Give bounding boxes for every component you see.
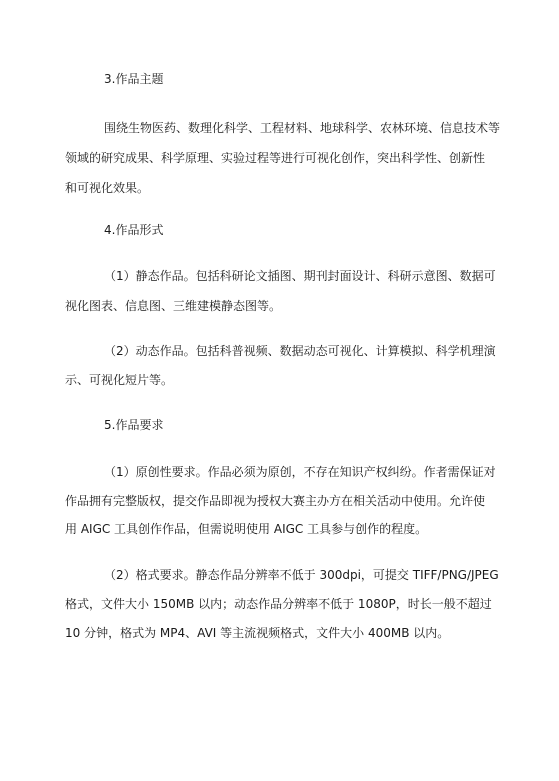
paragraph-line: 围绕生物医药、数理化科学、工程材料、地球科学、农林环境、信息技术等 [104,121,501,135]
paragraph-line: 作品拥有完整版权，提交作品即视为授权大赛主办方在相关活动中使用。允许使 [65,494,486,508]
paragraph-line: （2）格式要求。静态作品分辨率不低于 300dpi，可提交 TIFF/PNG/JPEG [104,568,499,582]
section-heading-5: 5.作品要求 [104,418,164,432]
paragraph-line: 10 分钟，格式为 MP4、AVI 等主流视频格式，文件大小 400MB 以内。 [65,626,450,640]
section-heading-4: 4.作品形式 [104,223,164,237]
paragraph-line: （1）静态作品。包括科研论文插图、期刊封面设计、科研示意图、数据可 [104,269,496,283]
paragraph-line: 视化图表、信息图、三维建模静态图等。 [65,299,282,313]
section-heading-3: 3.作品主题 [104,72,164,86]
paragraph-line: 领域的研究成果、科学原理、实验过程等进行可视化创作，突出科学性、创新性 [65,151,486,165]
paragraph-line: 格式，文件大小 150MB 以内；动态作品分辨率不低于 1080P，时长一般不超过 [65,597,492,611]
paragraph-line: 示、可视化短片等。 [65,373,174,387]
paragraph-line: 和可视化效果。 [65,181,150,195]
paragraph-line: 用 AIGC 工具创作作品，但需说明使用 AIGC 工具参与创作的程度。 [65,522,428,536]
paragraph-line: （1）原创性要求。作品必须为原创，不存在知识产权纠纷。作者需保证对 [104,465,496,479]
paragraph-line: （2）动态作品。包括科普视频、数据动态可视化、计算模拟、科学机理演 [104,344,496,358]
